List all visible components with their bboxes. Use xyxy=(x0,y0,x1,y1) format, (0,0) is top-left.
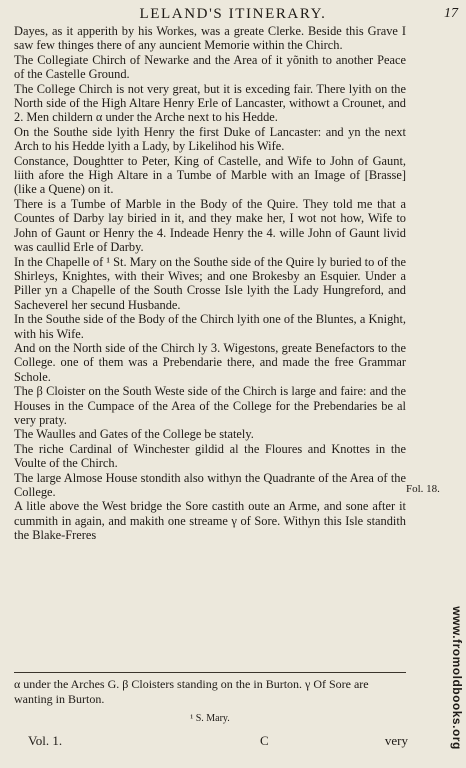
paragraph: There is a Tumbe of Marble in the Body of the Quire. They told me that a Countes of Darby lay biried in it, and they make her, I wot not how, Wife to John of Gaunt or Henry the 4. Indeade Henry the 4. wille John of Gaunt livid was caullid Erle of Darby. xyxy=(14,196,406,255)
footnote-rule xyxy=(14,672,406,673)
paragraph: The Waulles and Gates of the College be stately. xyxy=(14,427,254,442)
catchword: very xyxy=(384,733,408,748)
footnotes xyxy=(14,677,406,707)
page-number: 17 xyxy=(444,6,458,21)
paragraph: The College Chirch is not very great, but it is exceding fair. There lyith on the North side of the High Altare Henry Erle of Lancaster, withowt a Crounet, and 2. Men childern α under the Arche next to his Hedde. xyxy=(14,81,406,125)
paragraph: A litle above the West bridge the Sore castith oute an Arme, and sone after it cummith in again, and makith one streame γ of Sore. Withyn this Isle standith the Blake-Freres xyxy=(14,499,406,543)
paragraph: The large Almose House stondith also withyn the Quadrante of the Area of the College. xyxy=(14,470,406,499)
paragraph: The Collegiate Chirch of Newarke and the Area of it yõnith to another Peace of the Castelle Ground. xyxy=(14,52,406,82)
footnote: α under the Arches G. β Cloisters standing on the in Burton. γ Of Sore are wanting in Burton. xyxy=(14,677,369,706)
side-url-text: www.fromoldbooks.org xyxy=(450,606,464,750)
volume-label: Vol. 1. xyxy=(28,733,63,748)
side-url xyxy=(450,596,464,760)
margin-note: Fol. 18. xyxy=(406,483,440,495)
paragraph: In the Southe side of the Body of the Chirch lyith one of the Bluntes, a Knight, with his Wife. xyxy=(14,312,406,341)
page-footer xyxy=(28,733,408,751)
running-head: LELAND'S ITINERARY. xyxy=(139,6,327,22)
paragraph: Constance, Doughtter to Peter, King of Castelle, and Wife to John of Gaunt, liith afore the High Altare in a Tumbe of Marble with an Image of [Brasse] (like a Quene) on it. xyxy=(14,153,406,197)
sub-note: ¹ S. Mary. xyxy=(190,713,230,724)
paragraph: In the Chapelle of ¹ St. Mary on the Southe side of the Quire ly buried to of the Shirleys, Knightes, with their Wives; and one Brokesby an Esquier. Under a Piller yn a Chapelle of the South Crosse Isle lyith the Lady Hungreford, and Sacheverel her secund Husbande. xyxy=(14,254,406,312)
signature-mark: C xyxy=(260,733,269,748)
paragraph: On the Southe side lyith Henry the first Duke of Lancaster: and yn the next Arch to his Hedde lyith a Lady, by Likelihod his Wife. xyxy=(14,124,406,154)
paragraph: The β Cloister on the South Weste side of the Chirch is large and faire: and the Houses in the Cumpace of the Area of the College for the Prebendaries be al very praty. xyxy=(14,384,406,427)
paragraph: The riche Cardinal of Winchester gildid al the Floures and Knottes in the Voulte of the Chirch. xyxy=(14,441,406,471)
body-text xyxy=(14,24,406,543)
paragraph: Dayes, as it apperith by his Workes, was a greate Clerke. Beside this Grave I saw few thinges there of any auncient Memorie within the Chirch. xyxy=(14,24,406,53)
paragraph: And on the North side of the Chirch ly 3. Wigestons, greate Benefactors to the College. one of them was a Prebendarie there, and made the free Grammar Schole. xyxy=(14,340,406,384)
